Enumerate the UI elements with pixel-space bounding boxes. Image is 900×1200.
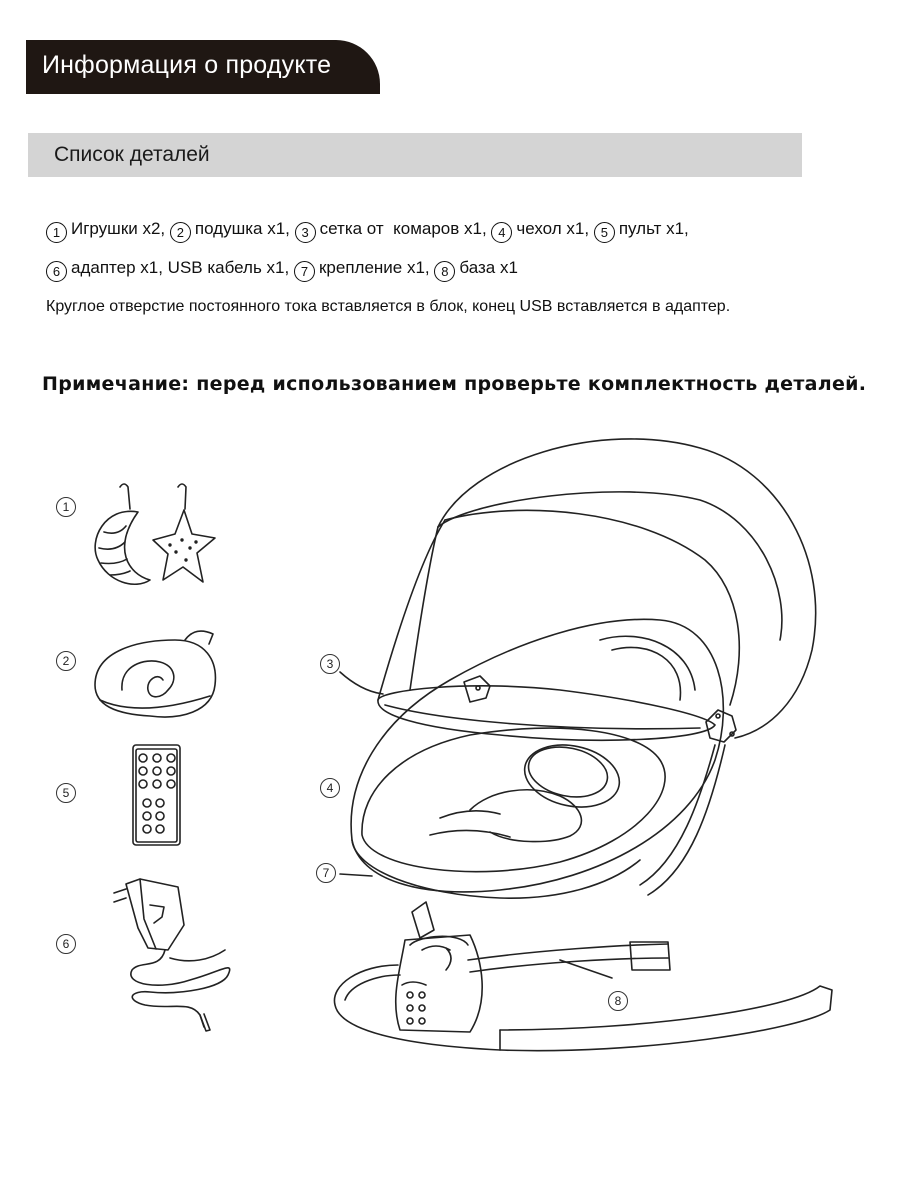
- label-adapter: 6: [56, 934, 76, 954]
- remote-control-icon: [133, 745, 180, 845]
- bouncer-base-icon: [334, 902, 832, 1051]
- part-item: 5 пульт х1,: [594, 219, 689, 238]
- part-item: 2 подушка х1,: [170, 219, 290, 238]
- label-remote: 5: [56, 783, 76, 803]
- part-item: 3 сетка от комаров х1,: [295, 219, 487, 238]
- bouncer-seat-icon: [351, 619, 723, 891]
- part-item: 7 крепление х1,: [294, 258, 430, 277]
- bouncer-frame-icon: [340, 745, 725, 898]
- completeness-warning: Примечание: перед использованием проверьте комплектность деталей.: [42, 373, 867, 395]
- label-pillow: 2: [56, 651, 76, 671]
- dc-usb-note: Круглое отверстие постоянного тока вставляется в блок, конец USB вставляется в адаптер.: [46, 298, 731, 315]
- label-base: 8: [608, 991, 628, 1011]
- label-mosquito-net: 3: [320, 654, 340, 674]
- pillow-icon: [95, 631, 215, 717]
- label-toys: 1: [56, 497, 76, 517]
- part-item: 1 Игрушки х2,: [46, 219, 165, 238]
- power-adapter-icon: [114, 879, 230, 1031]
- star-toy-icon: [153, 484, 215, 582]
- part-item: 6 адаптер х1, USB кабель х1,: [46, 258, 289, 277]
- section-title: Список деталей: [54, 143, 210, 166]
- label-mount: 7: [316, 863, 336, 883]
- part-item: 4 чехол х1,: [491, 219, 589, 238]
- moon-toy-icon: [95, 484, 150, 584]
- page-title: Информация о продукте: [42, 51, 332, 79]
- mosquito-net-icon: [340, 520, 715, 740]
- label-cover: 4: [320, 778, 340, 798]
- bouncer-canopy-icon: [410, 439, 816, 738]
- part-item: 8 база х1: [434, 258, 518, 277]
